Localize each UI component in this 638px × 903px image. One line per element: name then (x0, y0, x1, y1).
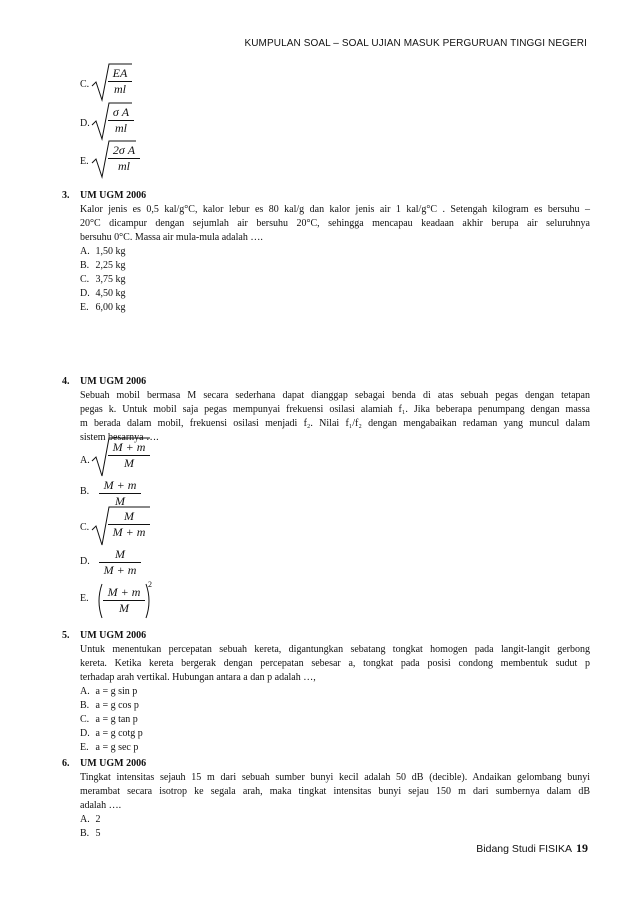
numerator: M (115, 547, 125, 561)
question-source: UM UGM 2006 (80, 376, 147, 387)
fraction (108, 66, 132, 97)
denominator: M (108, 455, 150, 471)
denominator: ml (108, 158, 140, 174)
option-label: C. (80, 79, 90, 90)
question-source: UM UGM 2006 (80, 758, 147, 769)
answer-option[interactable] (80, 699, 139, 713)
footer-subject: Bidang Studi FISIKA (476, 843, 572, 855)
answer-option[interactable] (80, 287, 126, 301)
question-text-line: Kalor jenis es 0,5 kal/g°C, kalor lebur es 80 kal/g dan kalor jenis air 1 kal/g°C . Setengah kilogram es bersuhu – (80, 204, 590, 215)
denominator: ml (108, 120, 134, 136)
numerator: 2σ A (112, 143, 136, 157)
option-text: a = g cos p (95, 700, 139, 711)
answer-option[interactable] (80, 813, 101, 827)
question-text-line: sistem besarnya …. (80, 432, 159, 443)
option-key: D. (80, 728, 90, 739)
option-key: D. (80, 288, 90, 299)
option-key: B. (80, 260, 90, 271)
option-label: C. (80, 522, 90, 533)
question-text-line: adalah …. (80, 800, 122, 811)
option-text: a = g sec p (95, 742, 139, 753)
option-label: D. (80, 556, 90, 567)
question-text-line: terhadap arah vertikal. Hubungan antara a dan p adalah …, (80, 672, 316, 683)
page-number: 19 (576, 841, 588, 855)
question-text-line: Sebuah mobil bermasa M secara sederhana dapat dianggap sebagai benda di atas sebuah pegas dengan tetapan (80, 390, 590, 401)
option-text: 4,50 kg (95, 288, 126, 299)
fraction (103, 585, 145, 616)
question-number: 4. (62, 376, 70, 387)
option-key: A. (80, 814, 90, 825)
question-source: UM UGM 2006 (80, 190, 147, 201)
option-text: 5 (95, 828, 101, 839)
question-source: UM UGM 2006 (80, 630, 147, 641)
question-text-line: m berada dalam mobil, frekuensi osilasi menjadi f₂. Nilai f₁/f₂ dengan mengabaikan redaman yang muncul dalam (80, 418, 590, 429)
numerator: EA (112, 66, 128, 80)
question-text-line: Tingkat intensitas sejauh 15 m dari sebuah sumber bunyi kecil adalah 50 dB (decible). Andaikan gelombang bunyi (80, 772, 590, 783)
answer-option[interactable] (80, 727, 143, 741)
option-text: a = g sin p (95, 686, 138, 697)
answer-option[interactable] (80, 273, 126, 287)
question-number: 3. (62, 190, 70, 201)
option-text: a = g cotg p (95, 728, 143, 739)
answer-option[interactable] (80, 685, 137, 699)
option-key: C. (80, 714, 90, 725)
denominator: M (99, 493, 141, 509)
question-text-line: merambat secara isotrop ke segala arah, maka tingkat intensitas bunyi sejau 150 m dari sumbernya dalam dB (80, 786, 590, 797)
option-label: A. (80, 455, 90, 466)
option-key: E. (80, 302, 89, 313)
numerator: σ A (112, 105, 130, 119)
numerator: M + m (103, 478, 137, 492)
option-text: 2,25 kg (95, 260, 126, 271)
option-key: A. (80, 246, 90, 257)
option-key: A. (80, 686, 90, 697)
option-key: B. (80, 828, 90, 839)
question-text-line: pegas k. Untuk mobil saja pegas mempunyai frekuensi osilasi alamiah f₁. Jika beberapa penumpang dengan massa (80, 404, 590, 415)
option-label: B. (80, 486, 90, 497)
option-text: 1,50 kg (95, 246, 126, 257)
numerator: M + m (112, 440, 146, 454)
option-key: E. (80, 742, 89, 753)
answer-option[interactable] (80, 301, 126, 315)
option-key: C. (80, 274, 90, 285)
question-text-line: Untuk menentukan percepatan sebuah kereta, digantungkan sebatang tongkat homogen pada langit-langit gerbong (80, 644, 590, 655)
denominator: ml (108, 81, 132, 97)
option-label: E. (80, 593, 89, 604)
denominator: M + m (99, 562, 141, 578)
option-text: a = g tan p (95, 714, 138, 725)
denominator: M (103, 600, 145, 616)
fraction (108, 440, 150, 471)
question-text-line: 20°C dicampur dengan sejumlah air bersuhu 20°C, sehingga mencapau keadaan akhir berupa air seluruhnya (80, 218, 590, 229)
answer-option[interactable] (80, 827, 101, 841)
fraction (108, 509, 150, 540)
page-footer (476, 841, 588, 856)
numerator: M (124, 509, 134, 523)
exponent: 2 (148, 580, 152, 589)
answer-option[interactable] (80, 259, 126, 273)
denominator: M + m (108, 524, 150, 540)
page-header: KUMPULAN SOAL – SOAL UJIAN MASUK PERGURUAN TINGGI NEGERI (244, 38, 587, 49)
question-number: 6. (62, 758, 70, 769)
question-text-line: bersuhu 0°C. Massa air mula-mula adalah …. (80, 232, 263, 243)
option-label: D. (80, 118, 90, 129)
fraction (108, 105, 134, 136)
question-number: 5. (62, 630, 70, 641)
fraction (99, 547, 141, 578)
option-text: 6,00 kg (95, 302, 126, 313)
answer-option[interactable] (80, 741, 138, 755)
question-text-line: kereta. Ketika kereta bergerak dengan percepatan sebesar a, tongkat pada posisi condong membentuk sudut p (80, 658, 590, 669)
option-text: 3,75 kg (95, 274, 126, 285)
fraction (108, 143, 140, 174)
option-text: 2 (95, 814, 101, 825)
numerator: M + m (107, 585, 141, 599)
option-key: B. (80, 700, 90, 711)
answer-option[interactable] (80, 713, 138, 727)
option-label: E. (80, 156, 89, 167)
answer-option[interactable] (80, 245, 126, 259)
